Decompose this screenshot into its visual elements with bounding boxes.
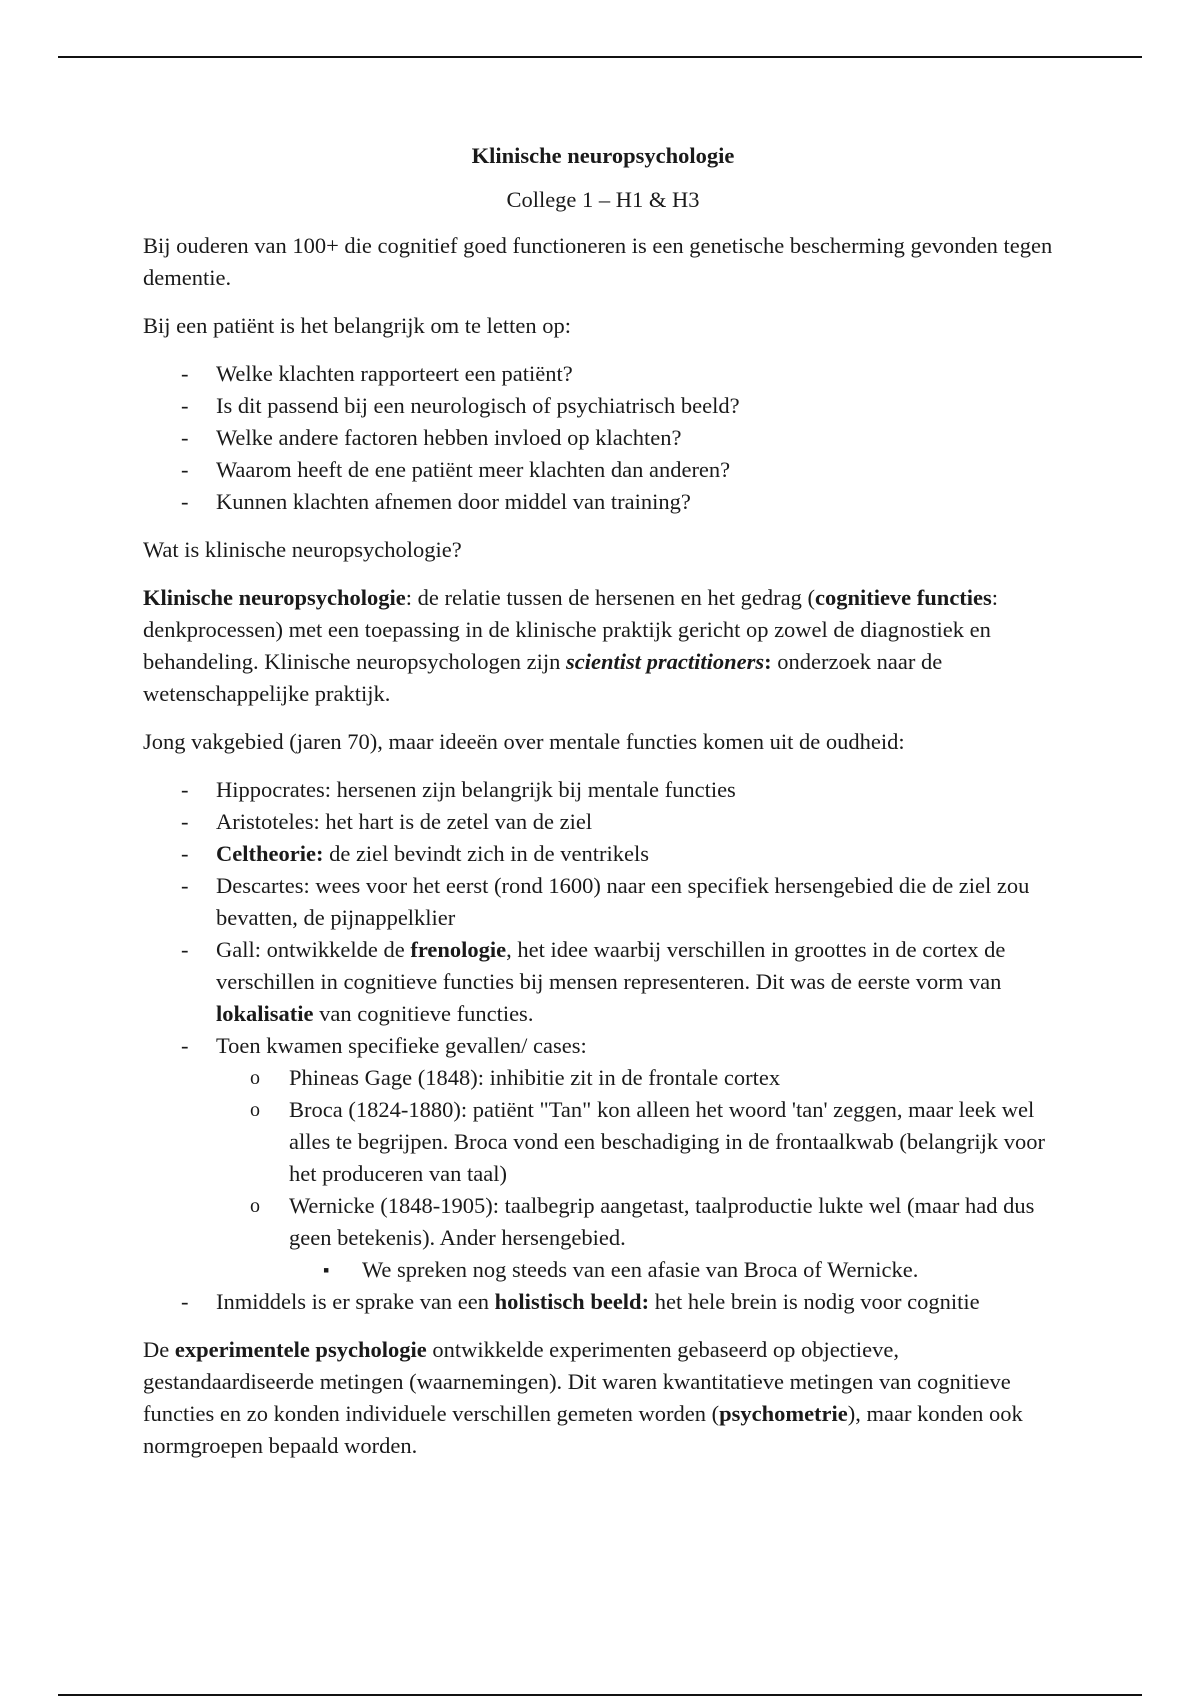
term-psychometrie: psychometrie [719,1401,848,1426]
case-item: o Phineas Gage (1848): inhibitie zit in de frontale cortex [143,1062,1063,1094]
term-holistisch-beeld: holistisch beeld: [494,1289,650,1314]
definition-text: onderzoek naar de wetenschappelijke praktijk. [143,649,943,706]
history-intro: Jong vakgebied (jaren 70), maar ideeën over mentale functies komen uit de oudheid: [143,729,905,754]
definition-colon: : [764,649,772,674]
subcase-list [289,1254,1063,1286]
term-lokalisatie: lokalisatie [216,1001,314,1026]
item-text: Gall: ontwikkelde de [216,937,411,962]
list-item: - Aristoteles: het hart is de zetel van de ziel [143,806,1063,838]
subcase-item: ▪ We spreken nog steeds van een afasie van Broca of Wernicke. [143,1254,1063,1286]
paragraph-text: ontwikkelde experimenten gebaseerd op objectieve, gestandaardiseerde metingen (waarnemingen). Dit waren kwantitatieve metingen van cognitieve functies en zo konden individuele verschillen gemeten worden ( [143,1337,1011,1426]
term-cognitieve-functies: cognitieve functies [814,585,992,610]
paragraph-text: ), maar konden ook normgroepen bepaald worden. [143,1401,1023,1458]
definition-paragraph [143,582,1063,710]
document-subtitle: College 1 – H1 & H3 [506,187,700,212]
bottom-rule [58,1694,1142,1696]
experimental-paragraph [143,1334,1063,1462]
document-title: Klinische neuropsychologie [471,143,735,168]
list-item: - Is dit passend bij een neurologisch of psychiatrisch beeld? [143,390,1063,422]
term-scientist-practitioners: scientist practitioners [566,649,765,674]
list-item [143,1030,1063,1286]
item-text: Toen kwamen specifieke gevallen/ cases: [216,1033,587,1058]
list-item: - Waarom heeft de ene patiënt meer klachten dan anderen? [143,454,1063,486]
term-klinische-neuropsychologie: Klinische neuropsychologie [143,585,406,610]
list-item [143,1286,1063,1318]
paragraph-text: De [143,1337,175,1362]
attention-list [143,358,1063,518]
question-paragraph: Wat is klinische neuropsychologie? [143,537,462,562]
list-item: - Kunnen klachten afnemen door middel van training? [143,486,1063,518]
case-item [143,1190,1063,1286]
list-item [143,934,1063,1030]
definition-text: : de relatie tussen de hersenen en het gedrag ( [405,585,815,610]
case-item: o Broca (1824-1880): patiënt "Tan" kon alleen het woord 'tan' zeggen, maar leek wel alles te begrijpen. Broca vond een beschadiging in de frontaalkwab (belangrijk voor het produceren van taal) [143,1094,1063,1190]
item-text: Wernicke (1848-1905): taalbegrip aangetast, taalproductie lukte wel (maar had dus geen betekenis). Ander hersengebied. [289,1193,1035,1250]
list-item: - Welke klachten rapporteert een patiënt? [143,358,1063,390]
document-body [143,140,1063,1478]
item-text: het hele brein is nodig voor cognitie [649,1289,980,1314]
attention-intro: Bij een patiënt is het belangrijk om te letten op: [143,313,572,338]
item-text: Inmiddels is er sprake van een [216,1289,495,1314]
list-item: - Descartes: wees voor het eerst (rond 1600) naar een specifiek hersengebied die de ziel zou bevatten, de pijnappelklier [143,870,1063,934]
item-text: de ziel bevindt zich in de ventrikels [323,841,649,866]
definition-text: : denkprocessen) met een toepassing in de klinische praktijk gericht op zowel de diagnostiek en behandeling. Klinische neuropsychologen zijn [143,585,999,674]
term-frenologie: frenologie [410,937,507,962]
item-text: , het idee waarbij verschillen in groottes in de cortex de verschillen in cognitieve functies bij mensen representeren. Dit was de eerste vorm van [216,937,1006,994]
intro-paragraph: Bij ouderen van 100+ die cognitief goed functioneren is een genetische bescherming gevonden tegen dementie. [143,233,1053,290]
term-celtheorie: Celtheorie: [216,841,324,866]
cases-list [216,1062,1063,1286]
top-rule [58,56,1142,58]
list-item [143,838,1063,870]
list-item: - Welke andere factoren hebben invloed op klachten? [143,422,1063,454]
history-list [143,774,1063,1318]
term-experimentele-psychologie: experimentele psychologie [174,1337,427,1362]
list-item: - Hippocrates: hersenen zijn belangrijk bij mentale functies [143,774,1063,806]
item-text: van cognitieve functies. [313,1001,534,1026]
